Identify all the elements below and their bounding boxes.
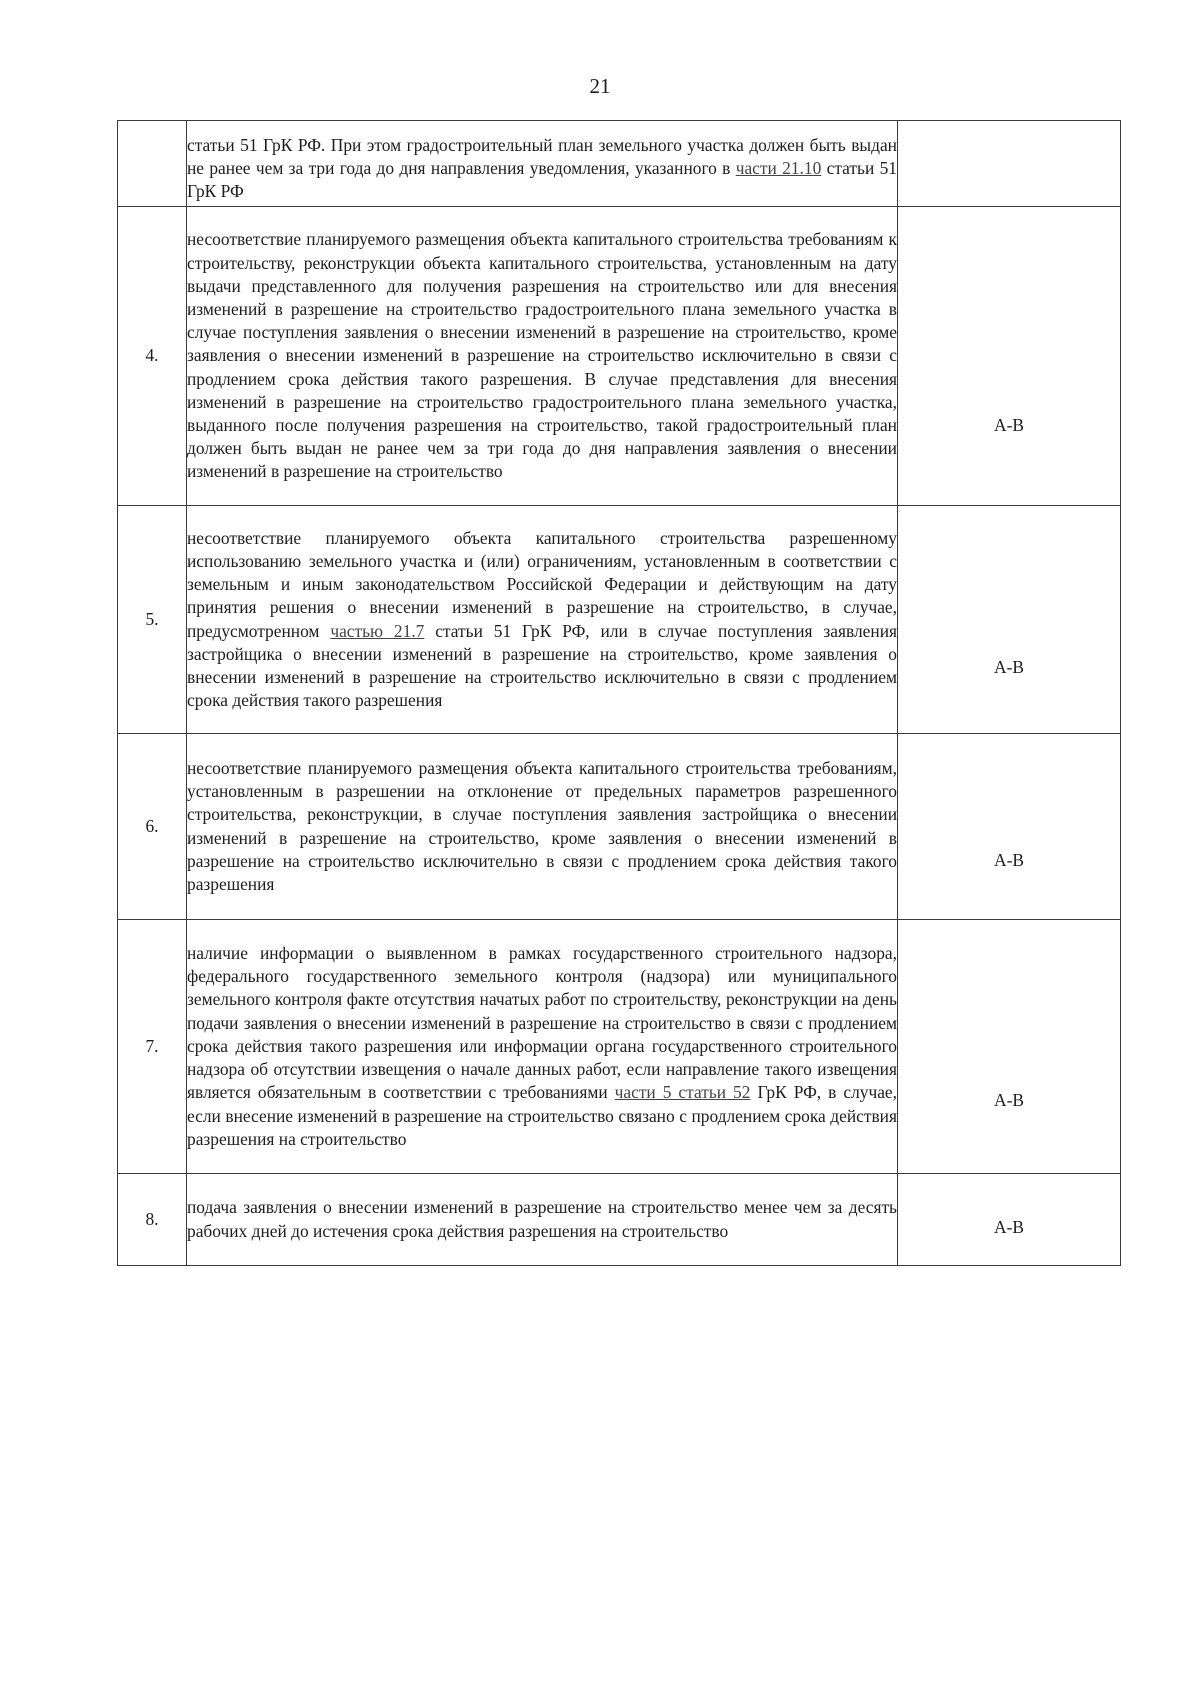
row-code-value: А-В xyxy=(994,849,1024,870)
row-code xyxy=(898,734,1121,920)
row-text xyxy=(187,1174,898,1266)
row-text-part: статьи 51 ГрК РФ xyxy=(187,157,897,202)
row-code xyxy=(898,207,1121,506)
row-code-value: А-В xyxy=(994,1089,1024,1110)
row-number: 6. xyxy=(118,734,187,920)
row-number xyxy=(118,121,187,207)
row-text-part: несоответствие планируемого объекта капитального строительства разрешенному использованию земельного участка и (или) ограничениям, установленным в соответствии с земельным и иным законодательством Российской Федерации и действующим на дату принятия решения о внесении изменений в разрешение на строительство, в случае, предусмотренном xyxy=(187,527,897,641)
law-reference-link[interactable]: частью 21.7 xyxy=(330,620,425,641)
row-text-part: подача заявления о внесении изменений в разрешение на строительство менее чем за десять рабочих дней до истечения срока действия разрешения на строительство xyxy=(187,1197,897,1241)
row-code-value: А-В xyxy=(994,656,1024,677)
row-text-part: ГрК РФ, в случае, если внесение изменений в разрешение на строительство связано с продлением срока действия разрешения на строительство xyxy=(187,1082,897,1149)
row-text-part: наличие информации о выявленном в рамках государственного строительного надзора, федерального государственного земельного контроля (надзора) или муниципального земельного контроля факте отсутствия начатых работ по строительству, реконструкции на день подачи заявления о внесении изменений в разрешение на строительство в связи с продлением срока действия такого разрешения или информации органа государственного строительного надзора об отсутствии извещения о начале данных работ, если направление такого извещения является обязательным в соответствии с требованиями xyxy=(187,943,897,1103)
table-row-6 xyxy=(118,734,1121,920)
row-code-value: А-В xyxy=(994,1216,1024,1237)
row-number: 7. xyxy=(118,920,187,1174)
row-text xyxy=(187,207,898,506)
table-row-7 xyxy=(118,920,1121,1174)
row-code xyxy=(898,920,1121,1174)
row-code xyxy=(898,506,1121,734)
row-text xyxy=(187,506,898,734)
table-row-5 xyxy=(118,506,1121,734)
row-text xyxy=(187,121,898,207)
table-row-continuation xyxy=(118,121,1121,207)
row-text-part: статьи 51 ГрК РФ, или в случае поступления заявления застройщика о внесении изменений в разрешение на строительство, кроме заявления о внесении изменений в разрешение на строительство исключительно в связи с продлением срока действия такого разрешения xyxy=(187,620,897,711)
row-code-value: А-В xyxy=(994,414,1024,435)
row-code xyxy=(898,1174,1121,1266)
refusal-grounds-table xyxy=(117,120,1121,1266)
law-reference-link[interactable]: части 21.10 xyxy=(735,157,822,178)
row-code xyxy=(898,121,1121,207)
row-text-part: несоответствие планируемого размещения объекта капитального строительства требованиям, установленным в разрешении на отклонение от предельных параметров разрешенного строительства, реконструкции, в случае поступления заявления застройщика о внесении изменений в разрешение на строительство, кроме заявления о внесении изменений в разрешение на строительство исключительно в связи с продлением срока действия такого разрешения xyxy=(187,757,897,894)
law-reference-link[interactable]: части 5 статьи 52 xyxy=(614,1082,751,1103)
row-number: 4. xyxy=(118,207,187,506)
row-number: 8. xyxy=(118,1174,187,1266)
row-number: 5. xyxy=(118,506,187,734)
table-row-8 xyxy=(118,1174,1121,1266)
table-row-4 xyxy=(118,207,1121,506)
row-text xyxy=(187,920,898,1174)
row-text-part: несоответствие планируемого размещения объекта капитального строительства требованиям к строительству, реконструкции объекта капитального строительства, установленным на дату выдачи представленного для получения разрешения на строительство или для внесения изменений в разрешение на строительство градостроительного плана земельного участка в случае поступления заявления о внесении изменений в разрешение на строительство, кроме заявления о внесении изменений в разрешение на строительство исключительно в связи с продлением срока действия такого разрешения. В случае представления для внесения изменений в разрешение на строительство градостроительного плана земельного участка, выданного после получения разрешения на строительство, такой градостроительный план должен быть выдан не ранее чем за три года до дня направления заявления о внесении изменений в разрешение на строительство xyxy=(187,229,897,482)
row-text xyxy=(187,734,898,920)
row-text-part: статьи 51 ГрК РФ. При этом градостроительный план земельного участка должен быть выдан не ранее чем за три года до дня направления уведомления, указанного в xyxy=(187,134,897,178)
page-number: 21 xyxy=(589,74,611,98)
